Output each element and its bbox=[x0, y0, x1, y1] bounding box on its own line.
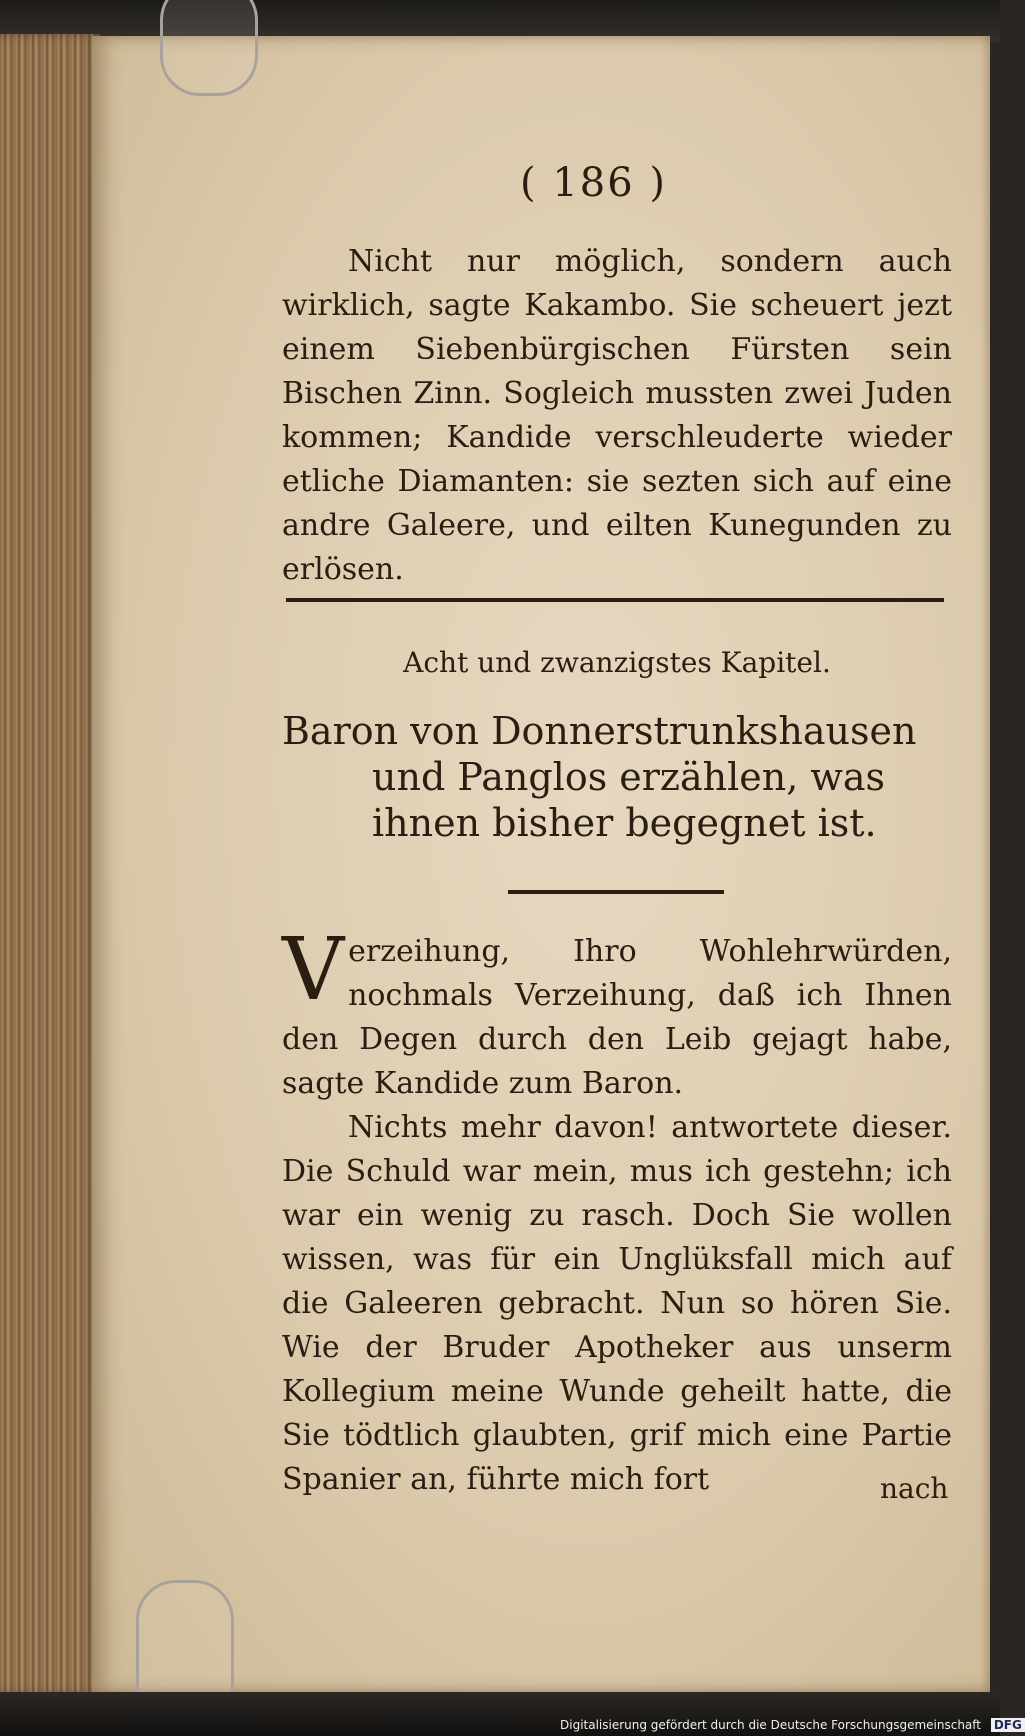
chapter-subtitle-line-1: Baron von Donnerstrunkshausen bbox=[282, 709, 917, 753]
catchword: nach bbox=[880, 1472, 949, 1505]
book-clip-top bbox=[160, 0, 258, 96]
chapter-title: Acht und zwanzigstes Kapitel. bbox=[403, 646, 831, 679]
book-page-edges bbox=[0, 34, 100, 1694]
paragraph-2 bbox=[282, 920, 952, 1502]
paragraph-2-text-2: Nichts mehr davon! antwortete dieser. Die Schuld war mein, mus ich gestehn; ich war ein wenig zu rasch. Doch Sie wollen wissen, was für ein Unglüksfall mich auf die Galeeren gebracht. Nun so hören Sie. Wie der Bruder Apotheker aus unserm Kollegium meine Wunde geheilt hatte, die Sie tödtlich glaubten, grif mich eine Partie Spanier an, führte mich fort bbox=[282, 1110, 952, 1497]
chapter-divider bbox=[508, 890, 724, 894]
drop-cap: V bbox=[282, 920, 345, 1020]
section-divider bbox=[286, 598, 944, 602]
chapter-subtitle bbox=[282, 708, 952, 846]
paragraph-1 bbox=[282, 240, 952, 592]
paragraph-2-text-1: erzeihung, Ihro Wohlehrwürden, nochmals Verzeihung, daß ich Ihnen den Degen durch den Leib gejagt habe, sagte Kandide zum Baron. bbox=[282, 934, 952, 1101]
paragraph-1-text: Nicht nur möglich, sondern auch wirklich, sagte Kakambo. Sie scheuert jezt einem Siebenbürgischen Fürsten sein Bischen Zinn. Sogleich mussten zwei Juden kommen; Kandide verschleuderte wieder etliche Diamanten: sie sezten sich auf eine andre Galeere, und eilten Kunegunden zu erlösen. bbox=[282, 244, 952, 587]
footer-credit bbox=[560, 1718, 1025, 1732]
dfg-logo: DFG bbox=[991, 1718, 1025, 1732]
page-header: ( 186 ) bbox=[520, 160, 667, 206]
chapter-subtitle-line-2: und Panglos erzählen, was ihnen bisher begegnet ist. bbox=[372, 755, 886, 845]
footer-credit-text: Digitalisierung gefördert durch die Deutsche Forschungsgemeinschaft bbox=[560, 1718, 982, 1732]
